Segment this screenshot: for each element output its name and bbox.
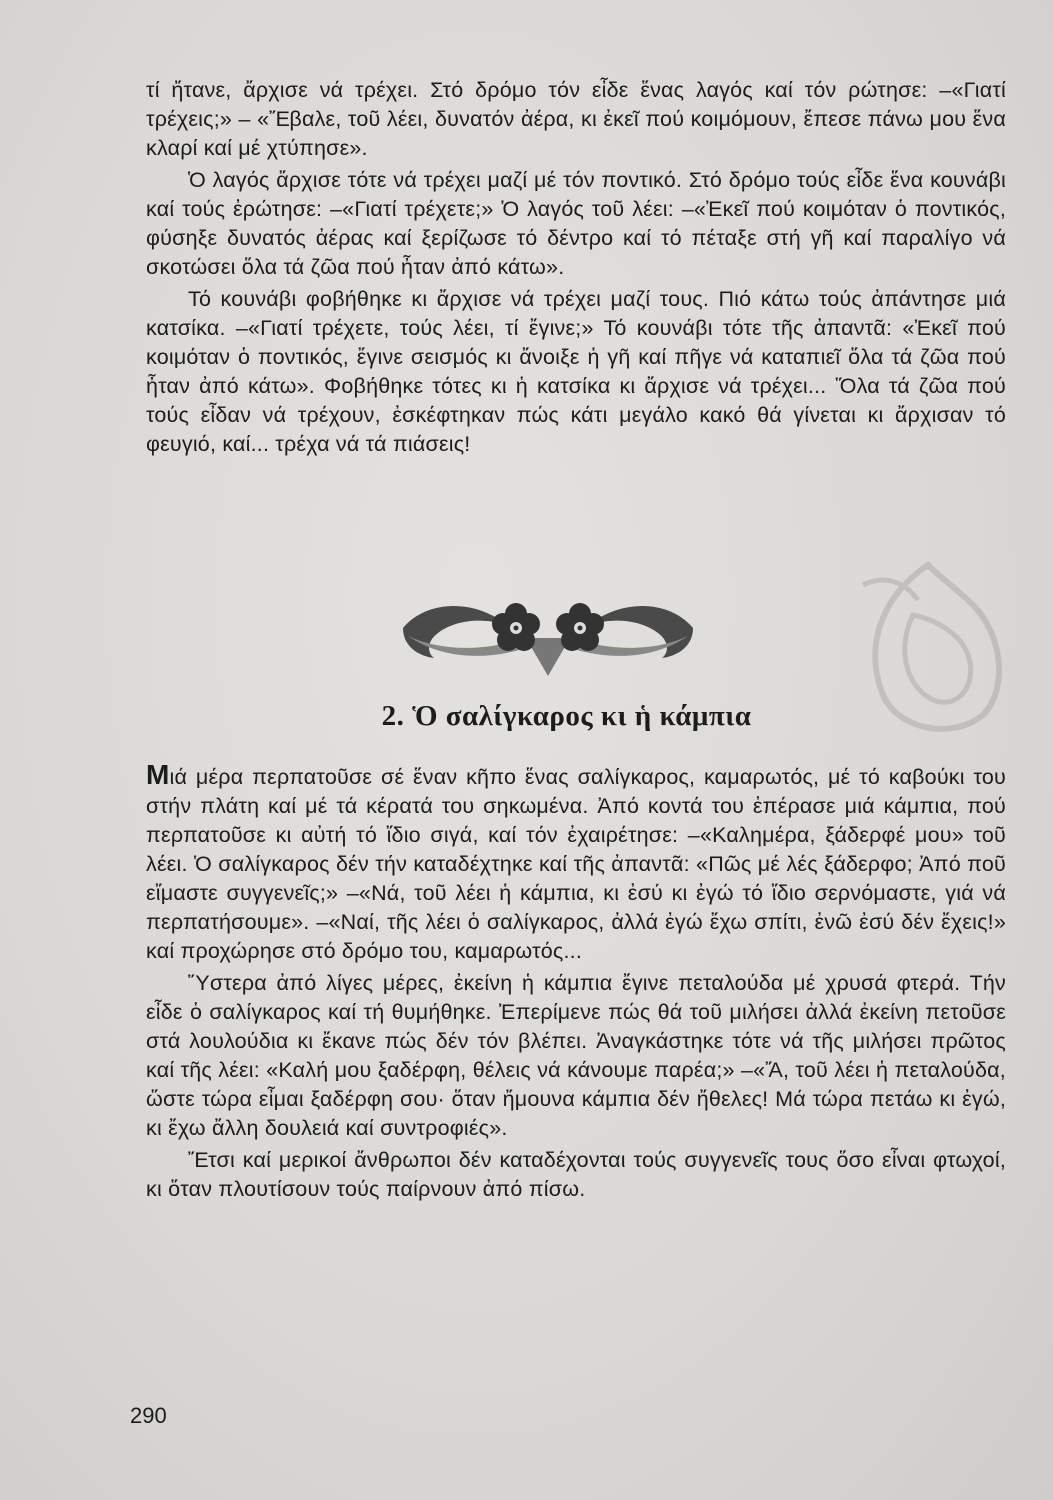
floral-ornament <box>398 588 698 680</box>
paragraph <box>146 760 1006 966</box>
story-body <box>146 760 1006 1207</box>
paragraph: Ἔτσι καί μερικοί ἄνθρωποι δέν καταδέχονται τούς συγγενεῖς τους ὅσο εἶναι φτωχοί, κι ὅταν πλουτίσουν τούς παίρνουν ἀπό πίσω. <box>146 1148 1006 1201</box>
story-continuation <box>146 76 1006 462</box>
initial-letter: Μ <box>146 759 170 790</box>
paragraph-text: ιά μέρα περπατοῦσε σέ ἕναν κῆπο ἕνας σαλίγκαρος, καμαρωτός, μέ τό καβούκι του στήν πλάτη καί μέ τά κέρατά του σηκωμένα. Ἀπό κοντά του ἐπέρασε μιά κάμπια, πού περπατοῦσε κι αὐτή τό ἴδιο σιγά, καί τόν ἐχαιρέτησε: –«Καλημέρα, ξάδερφέ μου» τοῦ λέει. Ὁ σαλίγκαρος δέν τήν καταδέχτηκε καί τῆς ἀπαντᾶ: «Πῶς μέ λές ξάδερφο; Ἀπό ποῦ εἴμαστε συγγενεῖς;» –«Νά, τοῦ λέει ἡ κάμπια, κι ἐσύ κι ἐγώ τό ἴδιο σερνόμαστε, γιά νά περπατήσουμε». –«Ναί, τῆς λέει ὁ σαλίγκαρος, ἀλλά ἐγώ ἔχω σπίτι, ἐνῶ ἐσύ δέν ἔχεις!» καί προχώρησε στό δρόμο του, καμαρωτός... <box>146 765 1006 963</box>
paragraph: Ὁ λαγός ἄρχισε τότε νά τρέχει μαζί μέ τόν ποντικό. Στό δρόμο τούς εἶδε ἕνα κουνάβι καί τούς ἐρώτησε: –«Γιατί τρέχετε;» Ὁ λαγός τοῦ λέει: –«Ἐκεῖ πού κοιμόταν ὁ ποντικός, φύσηξε δυνατός ἀέρας καί ξερίζωσε τό δέντρο καί τό πέταξε στή γῆ καί παραλίγο νά σκοτώσει ὅλα τά ζῶα πού ἦταν ἀπό κάτω». <box>146 168 1006 279</box>
page-number: 290 <box>130 1403 167 1428</box>
paragraph: Ὕστερα ἀπό λίγες μέρες, ἐκείνη ἡ κάμπια ἔγινε πεταλούδα μέ χρυσά φτερά. Τήν εἶδε ὁ σαλίγκαρος καί τή θυμήθηκε. Ἐπερίμενε πώς θά τοῦ μιλήσει ἀλλά ἐκείνη πετοῦσε στά λουλούδια κι ἔκανε πώς δέν τόν βλέπει. Ἀναγκάστηκε τότε νά τῆς μιλήσει πρῶτος καί τῆς λέει: «Καλή μου ξαδέρφη, θέλεις νά κάνουμε παρέα;» –«Ἄ, τοῦ λέει ἡ πεταλούδα, ὥστε τώρα εἶμαι ξαδέρφη σου· ὅταν ἤμουνα κάμπια δέν ἤθελες! Μά τώρα πετάω κι ἐγώ, κι ἔχω ἄλλη δουλειά καί συντροφιές». <box>146 971 1006 1140</box>
paragraph: Τό κουνάβι φοβήθηκε κι ἄρχισε νά τρέχει μαζί τους. Πιό κάτω τούς ἀπάντησε μιά κατσίκα. –«Γιατί τρέχετε, τούς λέει, τί ἔγινε;» Τό κουνάβι τότε τῆς ἀπαντᾶ: «Ἐκεῖ πού κοιμόταν ὁ ποντικός, ἔγινε σεισμός κι ἄνοιξε ἡ γῆ καί πῆγε νά καταπιεῖ ὅλα τά ζῶα πού ἦταν ἀπό κάτω». Φοβήθηκε τότες κι ἡ κατσίκα κι ἄρχισε νά τρέχει... Ὅλα τά ζῶα πού τούς εἶδαν νά τρέχουν, ἐσκέφτηκαν πώς κάτι μεγάλο κακό θά γίνεται κι ἄρχισαν τό φευγιό, καί... τρέχα νά τά πιάσεις! <box>146 287 1006 456</box>
section-title: 2. Ὁ σαλίγκαρος κι ἡ κάμπια <box>381 700 752 732</box>
paragraph: τί ἤτανε, ἄρχισε νά τρέχει. Στό δρόμο τόν εἶδε ἕνας λαγός καί τόν ρώτησε: –«Γιατί τρέχεις;» – «Ἔβαλε, τοῦ λέει, δυνατόν ἀέρα, κι ἐκεῖ πού κοιμόμουν, ἔπεσε πάνω μου ἕνα κλαρί καί μέ χτύπησε». <box>146 78 1006 160</box>
